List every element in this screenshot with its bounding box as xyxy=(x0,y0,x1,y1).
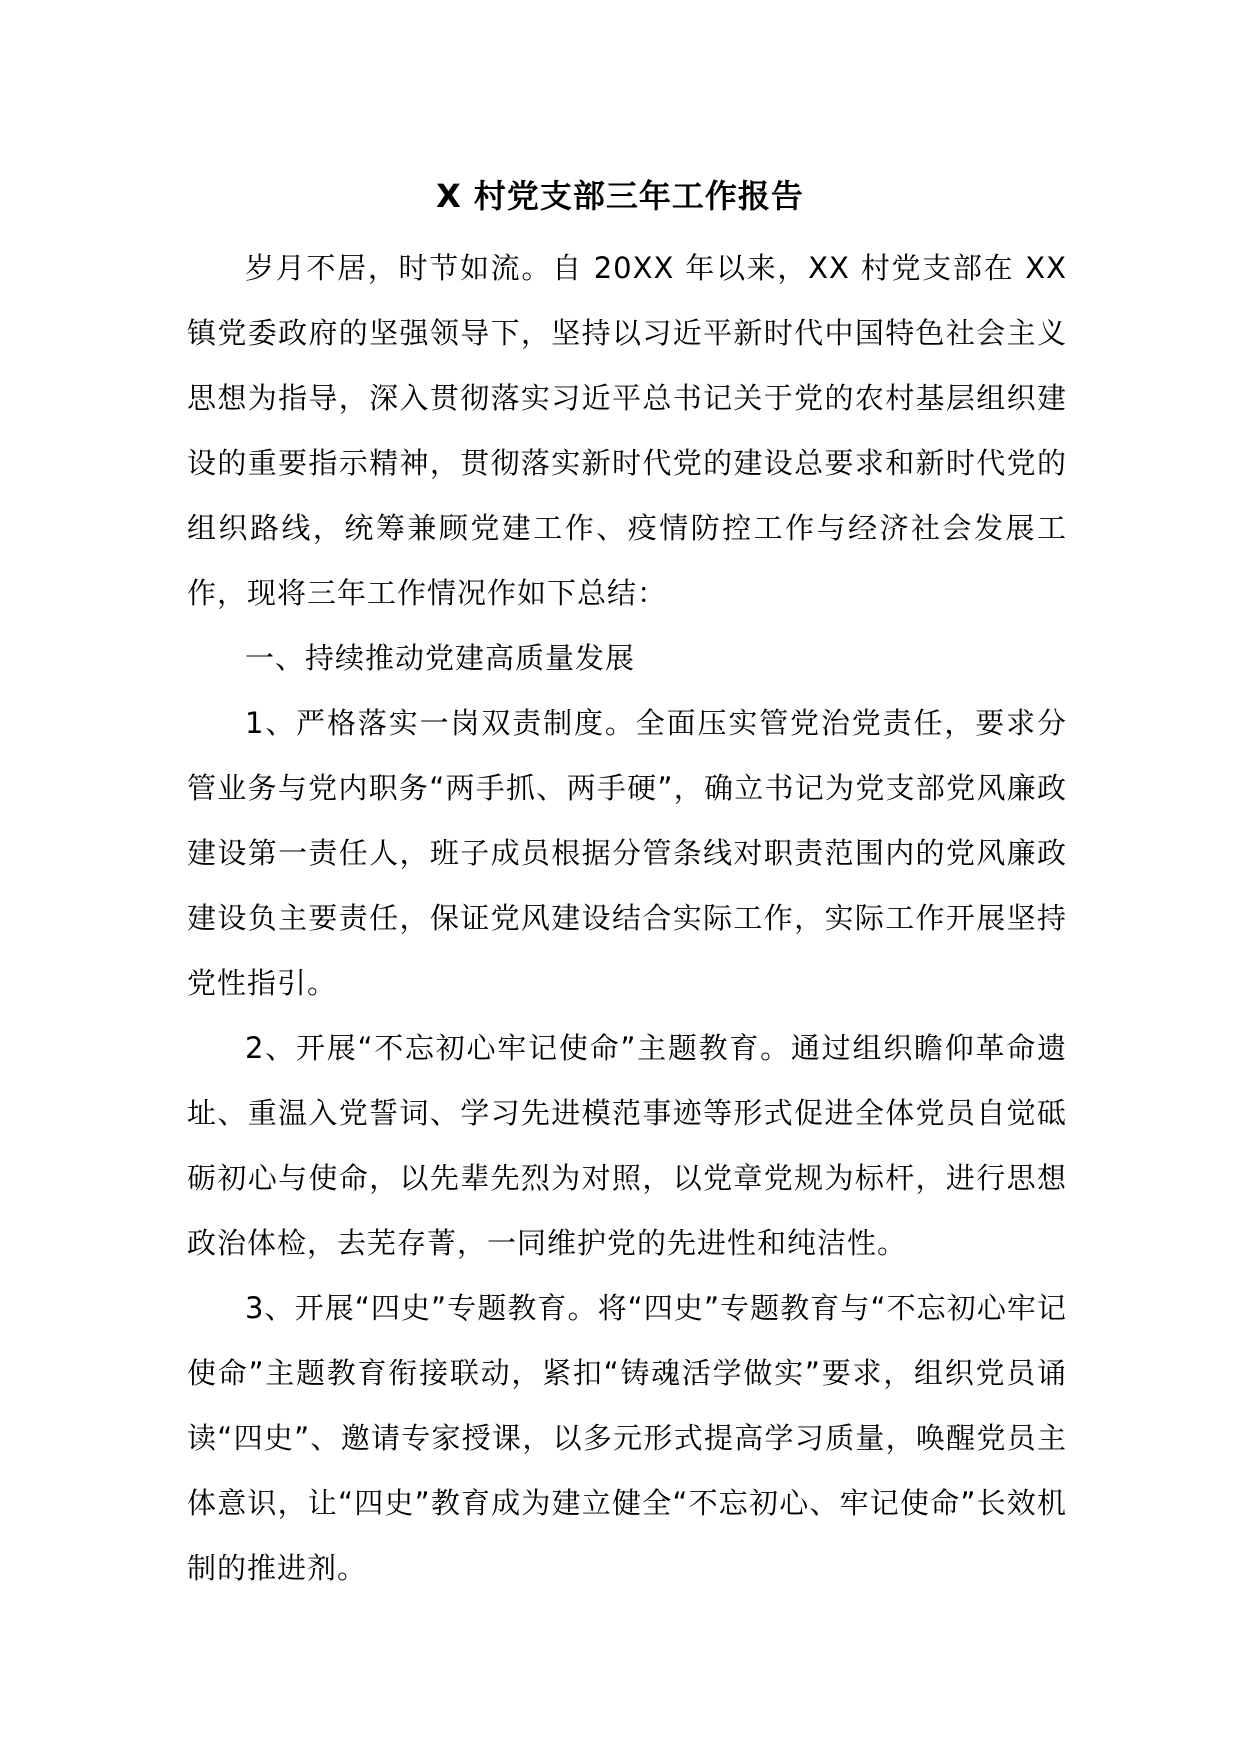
item-paragraph-2: 2、开展“不忘初心牢记使命”主题教育。通过组织瞻仰革命遗址、重温入党誓词、学习先进模范事迹等形式促进全体党员自觉砥砺初心与使命，以先辈先烈为对照，以党章党规为标杆，进行思想政治体检，去芜存菁，一同维护党的先进性和纯洁性。 xyxy=(187,1031,1067,1260)
intro-paragraph: 岁月不居，时节如流。自 20XX 年以来，XX 村党支部在 XX 镇党委政府的坚强领导下，坚持以习近平新时代中国特色社会主义思想为指导，深入贯彻落实习近平总书记关于党的农村基层组织建设的重要指示精神，贯彻落实新时代党的建设总要求和新时代党的组织路线，统筹兼顾党建工作、疫情防控工作与经济社会发展工作，现将三年工作情况作如下总结： xyxy=(187,251,1067,610)
document-title: X 村党支部三年工作报告 xyxy=(436,177,804,215)
section-heading: 一、持续推动党建高质量发展 xyxy=(245,641,636,675)
document-body xyxy=(187,236,1067,1601)
item-paragraph-3: 3、开展“四史”专题教育。将“四史”专题教育与“不忘初心牢记使命”主题教育衔接联动，紧扣“铸魂活学做实”要求，组织党员诵读“四史”、邀请专家授课，以多元形式提高学习质量，唤醒党员主体意识，让“四史”教育成为建立健全“不忘初心、牢记使命”长效机制的推进剂。 xyxy=(187,1291,1067,1585)
item-paragraph-1: 1、严格落实一岗双责制度。全面压实管党治党责任，要求分管业务与党内职务“两手抓、两手硬”，确立书记为党支部党风廉政建设第一责任人，班子成员根据分管条线对职责范围内的党风廉政建设负主要责任，保证党风建设结合实际工作，实际工作开展坚持党性指引。 xyxy=(187,706,1067,1000)
